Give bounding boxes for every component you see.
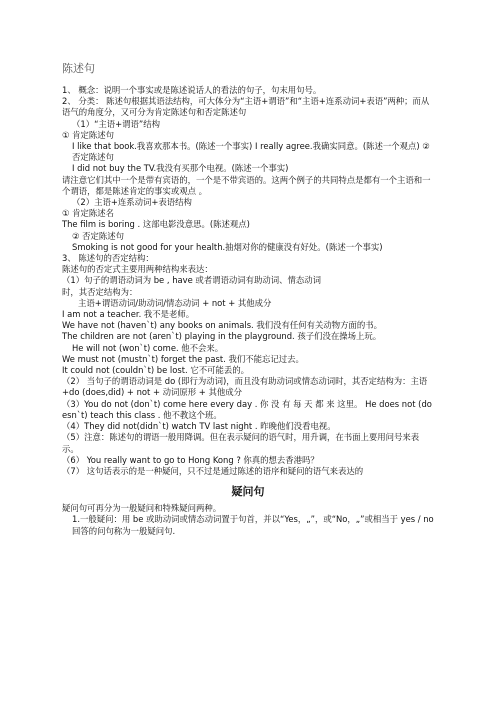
text-line: 1、 概念：说明一个事实或是陈述说话人的看法的句子，句末用句号。: [62, 85, 322, 95]
text-line: We have not (haven`t) any books on animals. 我们没有任何有关动物方面的书。: [62, 320, 383, 331]
text-line: The film is boring . 这部电影没意思。(陈述观点): [62, 219, 250, 230]
text-line: 1.一般疑问：用 be 或助动词或情态动词置于句首，并以“Yes，„”，或“No，„”或相当于 yes / no 回答的问句称为一般疑问句.: [72, 514, 434, 536]
document-page: [62, 60, 434, 537]
text-line: He will not (won`t) come. 他不会来。: [72, 342, 224, 353]
text-line: 时，其否定结构为：: [62, 286, 138, 297]
text-line: I am not a teacher. 我不是老师。: [62, 309, 195, 320]
text-line: We must not (mustn`t) forget the past. 我们不能忘记过去。: [62, 353, 304, 364]
text-line: （3）You do not (don`t) come here every day . 你 没 有 每 天 都 来 这里。 He does not (doesn`t) teach this class . 他不教这个班。: [62, 398, 432, 420]
text-line: 陈述句的否定式主要用两种结构来表达：: [62, 264, 213, 275]
text-line: （2）主语+连系动词+表语结构: [72, 197, 192, 208]
text-line: ① 肯定陈述名: [62, 208, 115, 219]
text-line: 请注意它们其中一个是带有宾语的，一个是不带宾语的。这两个例子的共同特点是都有一个主语和一个谓语，都是陈述肯定的事实或观点 。: [62, 174, 431, 196]
text-line: （4）They did not(didn`t) watch TV last night . 昨晚他们没看电视。: [62, 421, 336, 432]
text-line: It could not (couldn`t) be lost. 它不可能丢的。: [62, 365, 249, 376]
section-heading: 疑问句: [231, 485, 265, 499]
text-line: （2） 当句子的谓语动词是 do (即行为动词)，而且没有助动词或情态动词时，其否定结构为：主语+do (does,did) + not + 动词原形 + 其他成分: [62, 376, 428, 398]
text-line: （1）“主语+谓语”结构: [72, 118, 161, 129]
text-line: （5）注意：陈述句的谓语一般用降调。但在表示疑问的语气时，用升调，在书面上要用问号来表示。: [62, 432, 420, 454]
text-line: ① 肯定陈述句: [62, 129, 115, 140]
text-line: The children are not (aren`t) playing in the playground. 孩子们没在操场上玩。: [62, 331, 382, 342]
text-line: I like that book.我喜欢那本书。(陈述一个事实) I really agree.我确实同意。(陈述一个观点) ② 否定陈述句: [72, 141, 430, 163]
text-line: 主语+谓语动词/助动词/情态动词 + not + 其他成分: [78, 297, 272, 308]
text-line: （6） You really want to go to Hong Kong ? 你真的想去香港吗？: [62, 454, 319, 465]
text-line: 3、 陈述句的否定结构：: [62, 253, 154, 264]
text-line: （1）句子的谓语动词为 be , have 或者谓语动词有助动词、情态动词: [62, 275, 322, 286]
text-line: 2、 分类： 陈述句根据其语法结构，可大体分为“主语+谓语”和“主语+连系动词+表语”两种；而从语气的角度分，又可分为肯定陈述句和否定陈述句: [62, 96, 430, 118]
text-line: （7） 这句话表示的是一种疑问，只不过是通过陈述的语序和疑问的语气来表达的: [62, 465, 364, 476]
text-line: 疑问句可再分为一般疑问和特殊疑问两种。: [62, 503, 222, 514]
text-line: ② 否定陈述句: [72, 230, 125, 241]
page-title: 陈述句: [62, 62, 95, 75]
text-line: Smoking is not good for your health.抽烟对你的健康没有好处。(陈述一个事实): [72, 241, 383, 252]
text-line: I did not buy the TV.我没有买那个电视。(陈述一个事实): [72, 163, 289, 174]
